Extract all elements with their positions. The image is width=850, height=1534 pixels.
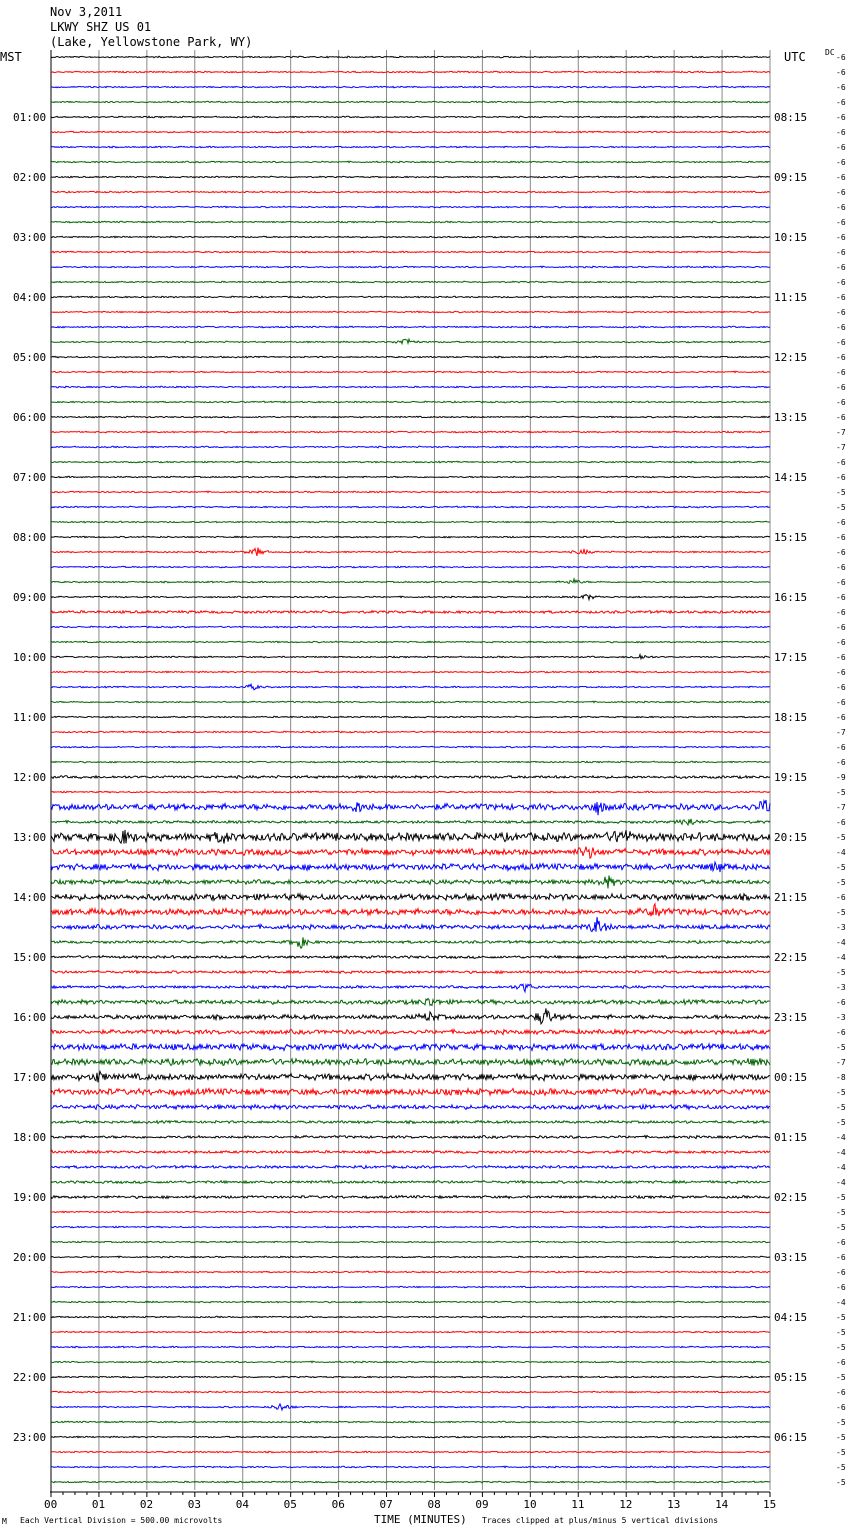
dc-offset-label: -5 bbox=[836, 1223, 846, 1232]
seismic-trace bbox=[51, 671, 770, 673]
time-axis-title: TIME (MINUTES) bbox=[374, 1513, 467, 1526]
clip-note: Traces clipped at plus/minus 5 vertical divisions bbox=[482, 1516, 719, 1525]
dc-offset-label: -6 bbox=[836, 1283, 846, 1292]
dc-offset-label: -6 bbox=[836, 1358, 846, 1367]
chart-footer bbox=[2, 1513, 718, 1526]
dc-offset-label: -5 bbox=[836, 833, 846, 842]
dc-offset-label: -5 bbox=[836, 1088, 846, 1097]
dc-offset-label: -5 bbox=[836, 1373, 846, 1382]
time-tick-label: 00 bbox=[44, 1498, 58, 1511]
time-tick-label: 09 bbox=[475, 1498, 489, 1511]
dc-offset-label: -3 bbox=[836, 923, 846, 932]
seismic-trace bbox=[51, 655, 770, 659]
dc-offset-label: -6 bbox=[836, 98, 846, 107]
time-tick-label: 14 bbox=[715, 1498, 729, 1511]
seismic-trace bbox=[51, 894, 770, 901]
dc-offset-label: -6 bbox=[836, 818, 846, 827]
seismic-trace bbox=[51, 236, 770, 238]
seismic-trace bbox=[51, 146, 770, 148]
seismic-trace bbox=[51, 1256, 770, 1258]
seismic-trace bbox=[51, 1466, 770, 1468]
mst-hour-labels bbox=[13, 111, 46, 1444]
seismic-trace bbox=[51, 1072, 770, 1083]
dc-offset-label: -4 bbox=[836, 953, 846, 962]
seismic-trace bbox=[51, 1436, 770, 1438]
seismic-trace bbox=[51, 791, 770, 793]
mst-hour-label: 22:00 bbox=[13, 1371, 47, 1384]
seismic-trace bbox=[51, 937, 770, 948]
dc-offset-label: -6 bbox=[836, 383, 846, 392]
dc-offset-label: -5 bbox=[836, 908, 846, 917]
dc-offset-label: -4 bbox=[836, 848, 846, 857]
seismic-trace bbox=[51, 1301, 770, 1303]
dc-offset-label: -5 bbox=[836, 1043, 846, 1052]
seismic-trace bbox=[51, 1376, 770, 1378]
seismic-trace bbox=[51, 506, 770, 508]
dc-offset-label: -7 bbox=[836, 1058, 846, 1067]
seismic-trace bbox=[51, 1211, 770, 1213]
dc-offset-label: -6 bbox=[836, 1388, 846, 1397]
seismic-trace bbox=[51, 266, 770, 268]
time-tick-label: 01 bbox=[91, 1498, 106, 1511]
seismic-trace bbox=[51, 221, 770, 223]
mst-hour-label: 02:00 bbox=[13, 171, 47, 184]
dc-offset-label: -3 bbox=[836, 1013, 846, 1022]
seismic-trace bbox=[51, 1391, 770, 1393]
dc-offset-label: -4 bbox=[836, 1298, 846, 1307]
dc-offset-label: -5 bbox=[836, 1463, 846, 1472]
time-tick-label: 05 bbox=[283, 1498, 297, 1511]
seismic-trace bbox=[51, 1121, 770, 1124]
utc-hour-label: 04:15 bbox=[774, 1311, 808, 1324]
seismic-trace bbox=[51, 701, 770, 703]
mst-hour-label: 18:00 bbox=[13, 1131, 47, 1144]
dc-offset-label: -6 bbox=[836, 368, 846, 377]
utc-hour-label: 12:15 bbox=[774, 351, 808, 364]
time-axis bbox=[44, 1492, 776, 1511]
utc-hour-label: 08:15 bbox=[774, 111, 808, 124]
utc-hour-label: 00:15 bbox=[774, 1071, 808, 1084]
dc-offset-label: -5 bbox=[836, 863, 846, 872]
dc-offset-label: -6 bbox=[836, 653, 846, 662]
seismic-trace bbox=[51, 281, 770, 283]
seismic-trace bbox=[51, 1105, 770, 1110]
utc-hour-label: 02:15 bbox=[774, 1191, 808, 1204]
seismic-trace bbox=[51, 1421, 770, 1423]
dc-offset-label: -5 bbox=[836, 788, 846, 797]
dc-offset-label: -6 bbox=[836, 1238, 846, 1247]
mst-hour-label: 13:00 bbox=[13, 831, 47, 844]
dc-offset-label: -5 bbox=[836, 1448, 846, 1457]
station-title: LKWY SHZ US 01 bbox=[50, 20, 152, 34]
dc-offset-label: -6 bbox=[836, 248, 846, 257]
dc-offset-label: -6 bbox=[836, 533, 846, 542]
seismic-trace bbox=[51, 579, 770, 584]
seismic-trace bbox=[51, 461, 770, 463]
dc-offset-label: -6 bbox=[836, 203, 846, 212]
mst-hour-label: 17:00 bbox=[13, 1071, 47, 1084]
right-timezone-label: UTC bbox=[784, 50, 806, 64]
dc-offset-label: -6 bbox=[836, 518, 846, 527]
seismic-trace bbox=[51, 536, 770, 538]
dc-offset-label: -5 bbox=[836, 1313, 846, 1322]
seismic-trace bbox=[51, 847, 770, 859]
utc-hour-labels bbox=[774, 111, 807, 1444]
dc-offset-label: -6 bbox=[836, 173, 846, 182]
mst-hour-label: 21:00 bbox=[13, 1311, 47, 1324]
seismic-trace bbox=[51, 1286, 770, 1288]
utc-hour-label: 23:15 bbox=[774, 1011, 808, 1024]
dc-offset-header: DC bbox=[825, 48, 835, 57]
seismic-trace bbox=[51, 611, 770, 614]
utc-hour-label: 21:15 bbox=[774, 891, 808, 904]
seismic-trace bbox=[51, 595, 770, 600]
seismic-trace bbox=[51, 956, 770, 959]
dc-offset-label: -6 bbox=[836, 218, 846, 227]
seismic-trace bbox=[51, 296, 770, 298]
utc-hour-label: 11:15 bbox=[774, 291, 808, 304]
dc-offset-label: -6 bbox=[836, 338, 846, 347]
time-tick-label: 10 bbox=[523, 1498, 537, 1511]
seismic-trace bbox=[51, 1346, 770, 1348]
seismic-trace bbox=[51, 1089, 770, 1096]
dc-offset-label: -6 bbox=[836, 233, 846, 242]
seismic-trace bbox=[51, 746, 770, 748]
seismic-trace bbox=[51, 731, 770, 733]
seismic-trace bbox=[51, 1058, 770, 1066]
dc-offset-label: -8 bbox=[836, 1073, 846, 1082]
seismic-trace bbox=[51, 521, 770, 523]
dc-offset-label: -6 bbox=[836, 623, 846, 632]
utc-hour-label: 17:15 bbox=[774, 651, 808, 664]
dc-offset-label: -5 bbox=[836, 503, 846, 512]
dc-offset-label: -6 bbox=[836, 608, 846, 617]
seismic-trace bbox=[51, 1044, 770, 1051]
seismic-trace bbox=[51, 326, 770, 328]
time-tick-label: 06 bbox=[331, 1498, 345, 1511]
seismic-trace bbox=[51, 1196, 770, 1199]
utc-hour-label: 15:15 bbox=[774, 531, 808, 544]
seismic-trace bbox=[51, 491, 770, 493]
dc-offset-label: -5 bbox=[836, 1103, 846, 1112]
seismic-trace bbox=[51, 1241, 770, 1243]
seismic-trace bbox=[51, 1030, 770, 1035]
dc-offset-label: -6 bbox=[836, 83, 846, 92]
time-tick-label: 13 bbox=[667, 1498, 681, 1511]
seismic-trace bbox=[51, 761, 770, 763]
utc-hour-label: 09:15 bbox=[774, 171, 808, 184]
seismic-trace bbox=[51, 999, 770, 1006]
seismic-trace bbox=[51, 984, 770, 991]
seismic-trace bbox=[51, 904, 770, 916]
seismic-trace bbox=[51, 1136, 770, 1139]
mst-hour-label: 08:00 bbox=[13, 531, 47, 544]
seismic-trace bbox=[51, 830, 770, 844]
seismic-trace bbox=[51, 1361, 770, 1363]
utc-hour-label: 10:15 bbox=[774, 231, 808, 244]
dc-offset-label: -6 bbox=[836, 278, 846, 287]
mst-hour-label: 16:00 bbox=[13, 1011, 47, 1024]
seismic-trace bbox=[51, 1226, 770, 1228]
time-tick-label: 03 bbox=[187, 1498, 202, 1511]
dc-offset-label: -4 bbox=[836, 1163, 846, 1172]
mst-hour-label: 20:00 bbox=[13, 1251, 47, 1264]
dc-offset-label: -6 bbox=[836, 743, 846, 752]
dc-offset-label: -6 bbox=[836, 893, 846, 902]
dc-offset-label: -6 bbox=[836, 998, 846, 1007]
dc-offset-label: -6 bbox=[836, 263, 846, 272]
mst-hour-label: 15:00 bbox=[13, 951, 47, 964]
dc-offset-label: -5 bbox=[836, 1193, 846, 1202]
dc-offset-label: -6 bbox=[836, 143, 846, 152]
dc-offset-label: -5 bbox=[836, 1418, 846, 1427]
left-timezone-label: MST bbox=[0, 50, 22, 64]
dc-offset-label: -6 bbox=[836, 1268, 846, 1277]
seismic-trace bbox=[51, 339, 770, 344]
dc-offset-label: -6 bbox=[836, 563, 846, 572]
dc-offset-label: -6 bbox=[836, 1403, 846, 1412]
seismic-trace bbox=[51, 1008, 770, 1024]
seismic-trace bbox=[51, 1166, 770, 1169]
seismic-trace bbox=[51, 191, 770, 193]
dc-offset-label: -6 bbox=[836, 638, 846, 647]
seismic-trace bbox=[51, 1271, 770, 1273]
utc-hour-label: 19:15 bbox=[774, 771, 808, 784]
seismic-trace bbox=[51, 1331, 770, 1333]
corner-mark: M bbox=[2, 1517, 7, 1526]
dc-offset-label: -5 bbox=[836, 1478, 846, 1487]
seismic-trace bbox=[51, 716, 770, 718]
seismic-trace bbox=[51, 431, 770, 433]
seismic-trace bbox=[51, 876, 770, 889]
dc-offset-label: -5 bbox=[836, 1433, 846, 1442]
dc-offset-label: -6 bbox=[836, 113, 846, 122]
mst-hour-label: 11:00 bbox=[13, 711, 47, 724]
dc-offset-label: -5 bbox=[836, 1208, 846, 1217]
seismic-trace bbox=[51, 116, 770, 118]
dc-offset-label: -6 bbox=[836, 308, 846, 317]
seismic-trace bbox=[51, 641, 770, 643]
seismic-trace bbox=[51, 684, 770, 690]
seismic-trace bbox=[51, 971, 770, 974]
utc-hour-label: 06:15 bbox=[774, 1431, 808, 1444]
seismic-trace bbox=[51, 356, 770, 358]
seismic-trace bbox=[51, 386, 770, 388]
dc-offset-label: -6 bbox=[836, 713, 846, 722]
utc-hour-label: 01:15 bbox=[774, 1131, 808, 1144]
dc-offset-label: -7 bbox=[836, 428, 846, 437]
seismic-trace bbox=[51, 161, 770, 163]
seismic-trace bbox=[51, 1404, 770, 1410]
seismic-trace bbox=[51, 446, 770, 448]
dc-offset-label: -6 bbox=[836, 593, 846, 602]
time-tick-label: 08 bbox=[427, 1498, 441, 1511]
seismic-trace bbox=[51, 176, 770, 178]
dc-offset-label: -6 bbox=[836, 293, 846, 302]
seismic-trace bbox=[51, 776, 770, 779]
dc-offset-label: -6 bbox=[836, 398, 846, 407]
seismic-trace bbox=[51, 800, 770, 815]
seismic-trace bbox=[51, 416, 770, 418]
dc-offset-label: -3 bbox=[836, 983, 846, 992]
time-tick-label: 12 bbox=[619, 1498, 633, 1511]
dc-offset-label: -7 bbox=[836, 443, 846, 452]
dc-offset-label: -6 bbox=[836, 53, 846, 62]
chart-header bbox=[0, 5, 835, 64]
seismic-trace bbox=[51, 311, 770, 313]
time-tick-label: 07 bbox=[379, 1498, 393, 1511]
mst-hour-label: 14:00 bbox=[13, 891, 47, 904]
mst-hour-label: 04:00 bbox=[13, 291, 47, 304]
utc-hour-label: 14:15 bbox=[774, 471, 808, 484]
mst-hour-label: 06:00 bbox=[13, 411, 47, 424]
mst-hour-label: 01:00 bbox=[13, 111, 47, 124]
dc-offset-labels bbox=[836, 53, 846, 1487]
dc-offset-label: -6 bbox=[836, 323, 846, 332]
utc-hour-label: 13:15 bbox=[774, 411, 808, 424]
time-tick-label: 04 bbox=[235, 1498, 249, 1511]
seismic-trace bbox=[51, 1181, 770, 1184]
dc-offset-label: -6 bbox=[836, 68, 846, 77]
mst-hour-label: 23:00 bbox=[13, 1431, 47, 1444]
seismic-trace bbox=[51, 548, 770, 556]
dc-offset-label: -6 bbox=[836, 668, 846, 677]
dc-offset-label: -4 bbox=[836, 1148, 846, 1157]
seismic-trace bbox=[51, 251, 770, 253]
mst-hour-label: 09:00 bbox=[13, 591, 47, 604]
seismic-trace bbox=[51, 626, 770, 628]
seismic-trace bbox=[51, 101, 770, 103]
dc-offset-label: -9 bbox=[836, 773, 846, 782]
seismic-trace bbox=[51, 917, 770, 932]
mst-hour-label: 10:00 bbox=[13, 651, 47, 664]
seismic-trace bbox=[51, 56, 770, 58]
dc-offset-label: -5 bbox=[836, 1328, 846, 1337]
dc-offset-label: -5 bbox=[836, 1343, 846, 1352]
dc-offset-label: -6 bbox=[836, 683, 846, 692]
dc-offset-label: -6 bbox=[836, 188, 846, 197]
dc-offset-label: -5 bbox=[836, 1118, 846, 1127]
dc-offset-label: -5 bbox=[836, 488, 846, 497]
seismic-trace bbox=[51, 1151, 770, 1154]
utc-hour-label: 22:15 bbox=[774, 951, 808, 964]
dc-offset-label: -6 bbox=[836, 353, 846, 362]
dc-offset-label: -4 bbox=[836, 1178, 846, 1187]
time-tick-label: 02 bbox=[139, 1498, 154, 1511]
date-title: Nov 3,2011 bbox=[50, 5, 123, 19]
seismic-trace bbox=[51, 86, 770, 88]
dc-offset-label: -6 bbox=[836, 698, 846, 707]
seismic-trace bbox=[51, 206, 770, 208]
seismic-trace bbox=[51, 1316, 770, 1318]
dc-offset-label: -6 bbox=[836, 458, 846, 467]
dc-offset-label: -4 bbox=[836, 938, 846, 947]
dc-offset-label: -6 bbox=[836, 1028, 846, 1037]
seismic-traces bbox=[51, 56, 770, 1483]
dc-offset-label: -4 bbox=[836, 1133, 846, 1142]
dc-offset-label: -6 bbox=[836, 548, 846, 557]
utc-hour-label: 20:15 bbox=[774, 831, 808, 844]
time-tick-label: 11 bbox=[571, 1498, 585, 1511]
mst-hour-label: 12:00 bbox=[13, 771, 47, 784]
time-tick-label: 15 bbox=[763, 1498, 777, 1511]
mst-hour-label: 19:00 bbox=[13, 1191, 47, 1204]
utc-hour-label: 05:15 bbox=[774, 1371, 808, 1384]
seismic-trace bbox=[51, 1451, 770, 1453]
seismic-trace bbox=[51, 131, 770, 133]
dc-offset-label: -6 bbox=[836, 578, 846, 587]
seismic-trace bbox=[51, 566, 770, 568]
dc-offset-label: -5 bbox=[836, 968, 846, 977]
dc-offset-label: -6 bbox=[836, 413, 846, 422]
dc-offset-label: -6 bbox=[836, 1253, 846, 1262]
dc-offset-label: -7 bbox=[836, 803, 846, 812]
mst-hour-label: 07:00 bbox=[13, 471, 47, 484]
seismic-trace bbox=[51, 1481, 770, 1483]
seismic-trace bbox=[51, 819, 770, 825]
seismic-trace bbox=[51, 862, 770, 872]
dc-offset-label: -6 bbox=[836, 128, 846, 137]
utc-hour-label: 03:15 bbox=[774, 1251, 808, 1264]
seismic-trace bbox=[51, 71, 770, 73]
dc-offset-label: -6 bbox=[836, 473, 846, 482]
seismic-trace bbox=[51, 401, 770, 403]
location-title: (Lake, Yellowstone Park, WY) bbox=[50, 35, 253, 49]
utc-hour-label: 18:15 bbox=[774, 711, 808, 724]
dc-offset-label: -7 bbox=[836, 728, 846, 737]
scale-note: Each Vertical Division = 500.00 microvolts bbox=[20, 1516, 223, 1525]
mst-hour-label: 05:00 bbox=[13, 351, 47, 364]
seismic-trace bbox=[51, 371, 770, 373]
seismic-trace bbox=[51, 476, 770, 478]
utc-hour-label: 16:15 bbox=[774, 591, 808, 604]
dc-offset-label: -5 bbox=[836, 878, 846, 887]
dc-offset-label: -6 bbox=[836, 758, 846, 767]
dc-offset-label: -6 bbox=[836, 158, 846, 167]
mst-hour-label: 03:00 bbox=[13, 231, 47, 244]
